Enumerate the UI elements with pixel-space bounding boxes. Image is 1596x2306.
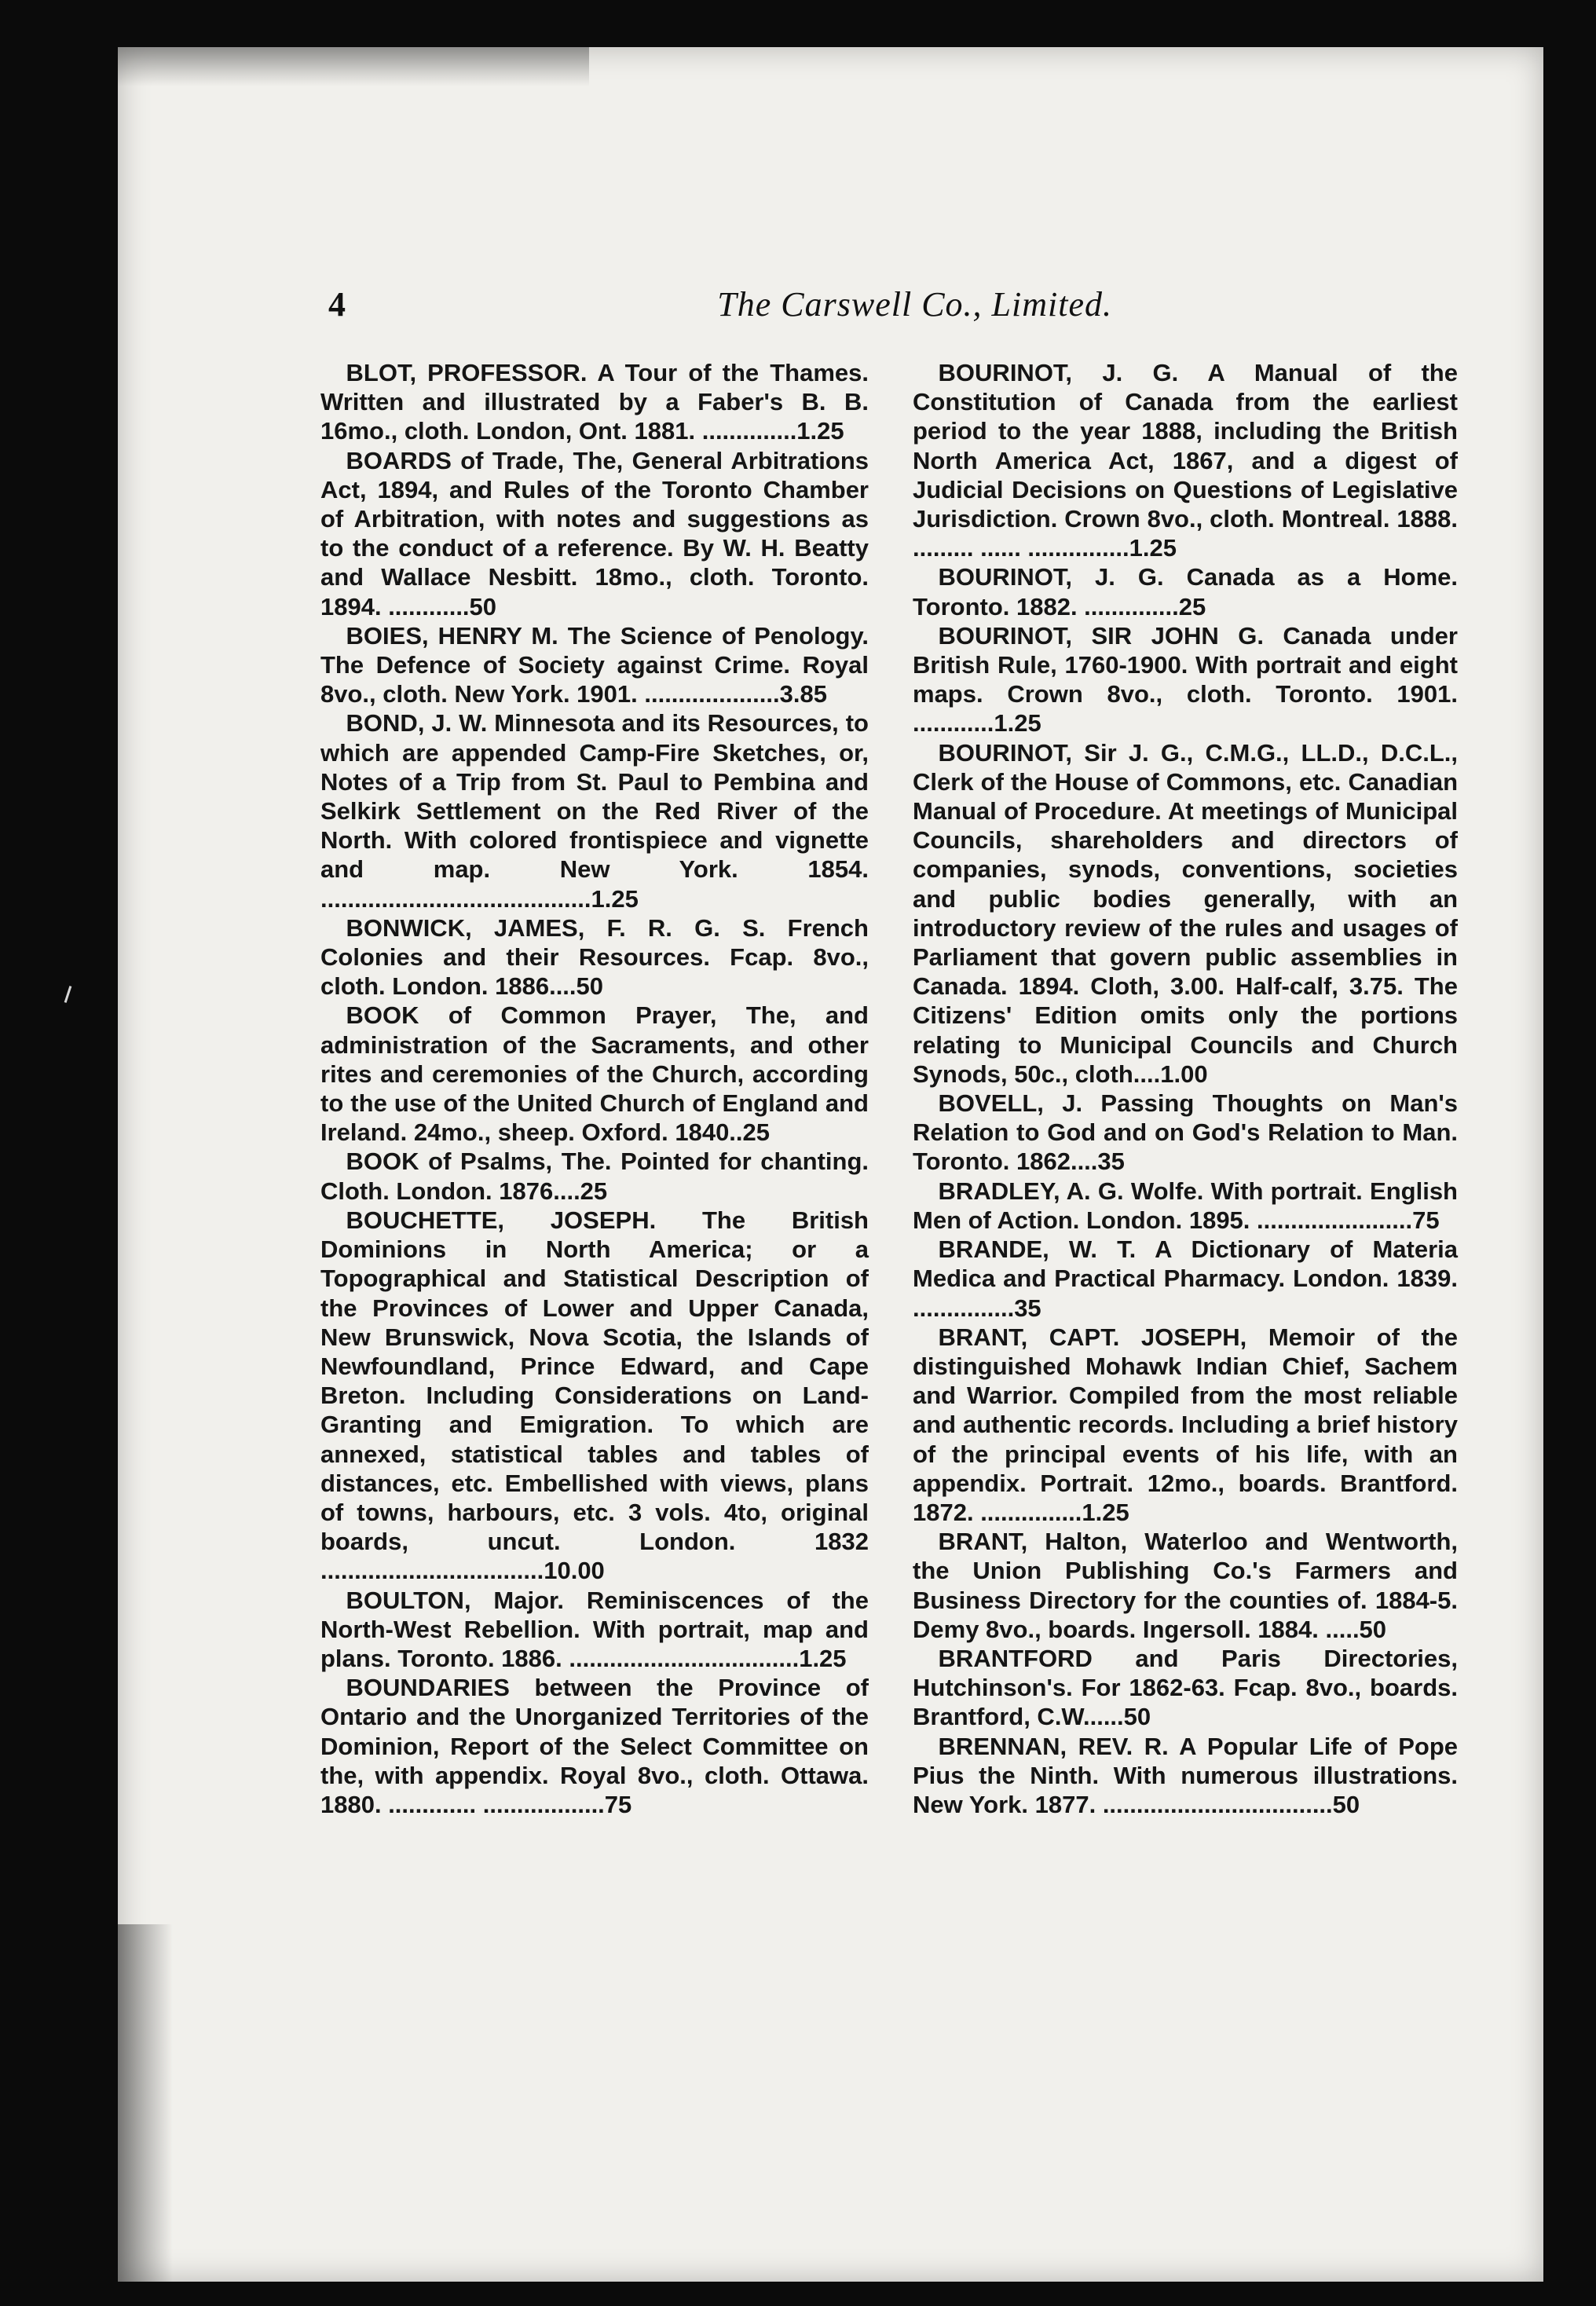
- catalogue-entry: BRENNAN, REV. R. A Popular Life of Pope Pius the Ninth. With numerous illustrations. New York. 1877. ..................................50: [913, 1732, 1458, 1818]
- catalogue-entry: BRADLEY, A. G. Wolfe. With portrait. English Men of Action. London. 1895. .......................75: [913, 1177, 1458, 1234]
- catalogue-entry: BOARDS of Trade, The, General Arbitrations Act, 1894, and Rules of the Toronto Chamber of Arbitration, with notes and suggestions as to the conduct of a reference. By W. H. Beatty and Wallace Nesbitt. 18mo., cloth. Toronto. 1894. ............50: [320, 446, 869, 620]
- catalogue-entry: BOOK of Psalms, The. Pointed for chanting. Cloth. London. 1876....25: [320, 1148, 869, 1205]
- catalogue-entry: BRANTFORD and Paris Directories, Hutchinson's. For 1862-63. Fcap. 8vo., boards. Brantford, C.W......50: [913, 1644, 1458, 1731]
- catalogue-entry: BOOK of Common Prayer, The, and administration of the Sacraments, and other rites and ceremonies of the Church, according to the use of the United Church of England and Ireland. 24mo., sheep. Oxford. 1840..25: [320, 1001, 869, 1147]
- catalogue-entry: BOUCHETTE, JOSEPH. The British Dominions in North America; or a Topographical and Statistical Description of the Provinces of Lower and Upper Canada, New Brunswick, Nova Scotia, the Islands of Newfoundland, Prince Edward, and Cape Breton. Including Considerations on Land-Granting and Emigration. To which are annexed, statistical tables and tables of distances, etc. Embellished with views, plans of towns, harbours, etc. 3 vols. 4to, original boards, uncut. London. 1832 .................................10.00: [320, 1206, 869, 1585]
- catalogue-entry: BOURINOT, Sir J. G., C.M.G., LL.D., D.C.L., Clerk of the House of Commons, etc. Canadian Manual of Procedure. At meetings of Municipal Councils, shareholders and directors of companies, synods, conventions, societies and public bodies generally, with an introductory review of the rules and usages of Parliament that govern public assemblies in Canada. 1894. Cloth, 3.00. Half-calf, 3.75. The Citizens' Edition omits only the portions relating to Municipal Councils and Church Synods, 50c., cloth....1.00: [913, 738, 1458, 1088]
- page-number: 4: [328, 285, 346, 324]
- page-shadow-top: [118, 47, 589, 86]
- catalogue-entry: BOURINOT, J. G. Canada as a Home. Toronto. 1882. ..............25: [913, 563, 1458, 620]
- catalogue-entry: BRANT, CAPT. JOSEPH, Memoir of the distinguished Mohawk Indian Chief, Sachem and Warrior. Compiled from the most reliable and authentic records. Including a brief history of the principal events of his life, with an appendix. Portrait. 12mo., boards. Brantford. 1872. ...............1.25: [913, 1323, 1458, 1526]
- catalogue-entry: BOURINOT, SIR JOHN G. Canada under British Rule, 1760-1900. With portrait and eight maps. Crown 8vo., cloth. Toronto. 1901. ............1.25: [913, 621, 1458, 738]
- catalogue-entry: BOVELL, J. Passing Thoughts on Man's Relation to God and on God's Relation to Man. Toronto. 1862....35: [913, 1089, 1458, 1176]
- catalogue-entry: BOIES, HENRY M. The Science of Penology. The Defence of Society against Crime. Royal 8vo., cloth. New York. 1901. ....................3.85: [320, 621, 869, 708]
- page-shadow-left: [118, 1924, 173, 2282]
- catalogue-entry: BRANT, Halton, Waterloo and Wentworth, the Union Publishing Co.'s Farmers and Business Directory for the counties of. 1884-5. Demy 8vo., boards. Ingersoll. 1884. .....50: [913, 1528, 1458, 1643]
- catalogue-entry: BRANDE, W. T. A Dictionary of Materia Medica and Practical Pharmacy. London. 1839. ...............35: [913, 1235, 1458, 1322]
- catalogue-entry: BLOT, PROFESSOR. A Tour of the Thames. Written and illustrated by a Faber's B. B. 16mo., cloth. London, Ont. 1881. ..............1.25: [320, 359, 869, 445]
- catalogue-entry: BOND, J. W. Minnesota and its Resources, to which are appended Camp-Fire Sketches, or, Notes of a Trip from St. Paul to Pembina and Selkirk Settlement on the Red River of the North. With colored frontispiece and vignette and map. New York. 1854. ........................................1.25: [320, 709, 869, 913]
- catalogue-entry: BOUNDARIES between the Province of Ontario and the Unorganized Territories of the Dominion, Report of the Select Committee on the, with appendix. Royal 8vo., cloth. Ottawa. 1880. ............. ..................75: [320, 1674, 869, 1818]
- catalogue-column-right: [913, 358, 1458, 1819]
- margin-mark: [64, 986, 72, 1003]
- catalogue-entry: BOULTON, Major. Reminiscences of the North-West Rebellion. With portrait, map and plans. Toronto. 1886. ..................................1.25: [320, 1586, 869, 1672]
- catalogue-entry: BOURINOT, J. G. A Manual of the Constitution of Canada from the earliest period to the year 1888, including the British North America Act, 1867, and a digest of Judicial Decisions on Questions of Legislative Jurisdiction. Crown 8vo., cloth. Montreal. 1888. ......... ...... ...............1.25: [913, 359, 1458, 562]
- running-title: The Carswell Co., Limited.: [717, 285, 1112, 324]
- page-header: [328, 284, 1112, 331]
- catalogue-entry: BONWICK, JAMES, F. R. G. S. French Colonies and their Resources. Fcap. 8vo., cloth. London. 1886....50: [320, 913, 869, 1001]
- catalogue-column-left: [320, 358, 869, 1819]
